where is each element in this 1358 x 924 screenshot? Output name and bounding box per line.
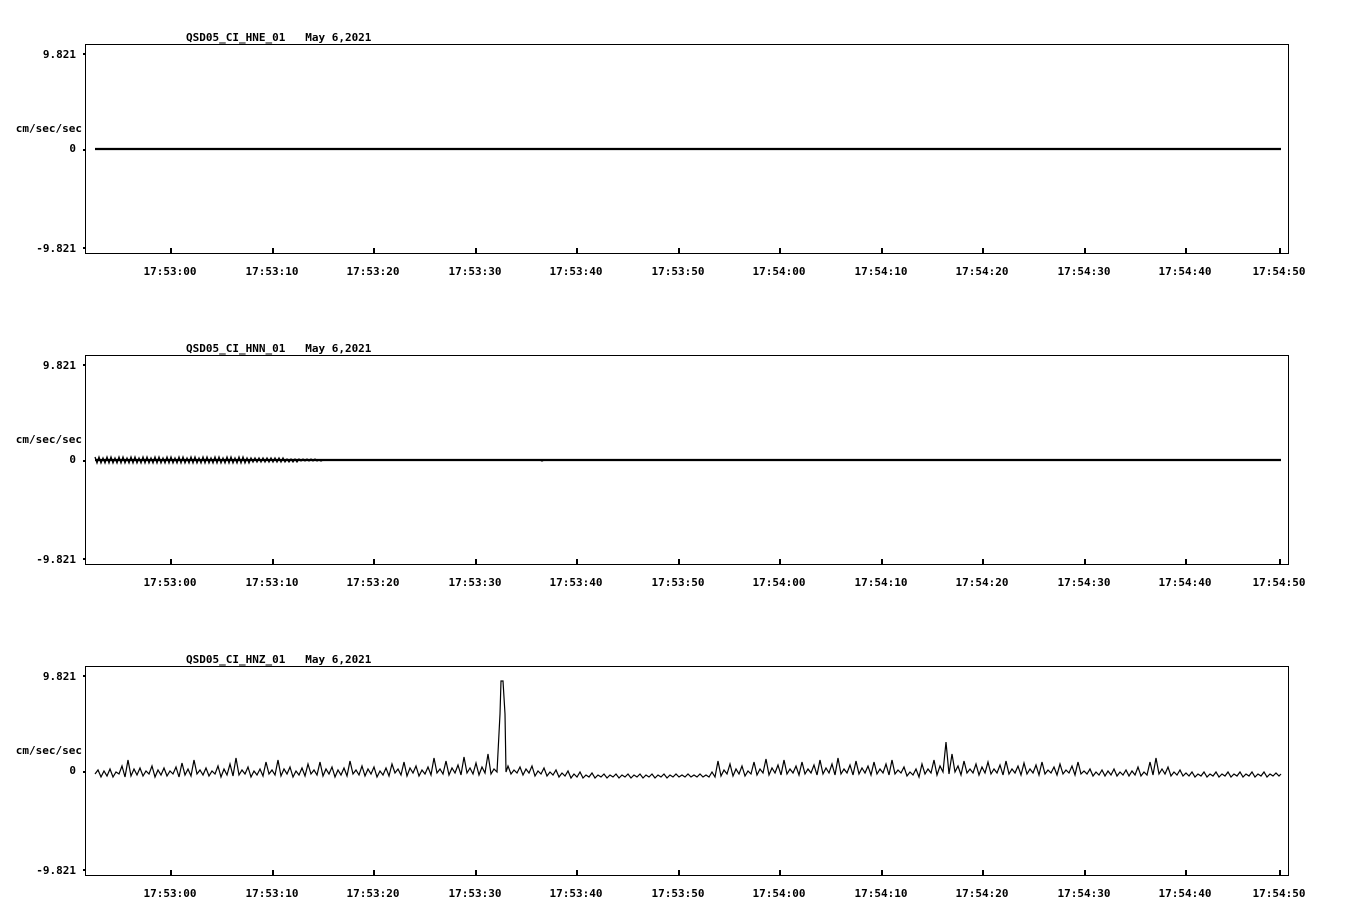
y-tick-min-hne: -9.821 <box>36 242 76 255</box>
x-tick-label: 17:54:50 <box>1252 265 1306 278</box>
x-tick-label: 17:53:30 <box>448 265 502 278</box>
panel-hne <box>0 0 1358 300</box>
x-tick-label: 17:54:10 <box>854 265 908 278</box>
x-tick-label: 17:53:50 <box>651 887 705 900</box>
plot-title-hnz: QSD05_CI_HNZ_01 May 6,2021 <box>186 653 372 666</box>
x-tick-label: 17:53:10 <box>245 887 299 900</box>
y-tick-mid-hnn: 0 <box>69 453 76 466</box>
x-tick-label: 17:54:10 <box>854 576 908 589</box>
panel-hnn <box>0 305 1358 605</box>
x-tick-label: 17:53:40 <box>549 576 603 589</box>
x-tick-label: 17:53:20 <box>346 887 400 900</box>
y-tick-min-hnn: -9.821 <box>36 553 76 566</box>
x-tick-label: 17:53:00 <box>143 887 197 900</box>
waveform-hne <box>0 0 1358 300</box>
x-tick-label: 17:53:50 <box>651 576 705 589</box>
x-tick-label: 17:54:20 <box>955 576 1009 589</box>
x-tick-label: 17:53:50 <box>651 265 705 278</box>
x-tick-label: 17:54:40 <box>1158 265 1212 278</box>
x-tick-label: 17:54:50 <box>1252 887 1306 900</box>
x-tick-label: 17:54:30 <box>1057 576 1111 589</box>
x-tick-label: 17:53:20 <box>346 576 400 589</box>
y-tick-mid-hnz: 0 <box>69 764 76 777</box>
x-tick-label: 17:54:30 <box>1057 265 1111 278</box>
x-tick-label: 17:54:30 <box>1057 887 1111 900</box>
y-tick-max-hnz: 9.821 <box>42 670 76 683</box>
x-tick-label: 17:54:40 <box>1158 887 1212 900</box>
x-tick-label: 17:54:20 <box>955 265 1009 278</box>
x-tick-label: 17:54:00 <box>752 265 806 278</box>
plot-title-hne: QSD05_CI_HNE_01 May 6,2021 <box>186 31 372 44</box>
x-tick-label: 17:54:20 <box>955 887 1009 900</box>
y-tick-max-hnn: 9.821 <box>42 359 76 372</box>
x-tick-label: 17:53:20 <box>346 265 400 278</box>
x-tick-label: 17:54:10 <box>854 887 908 900</box>
x-tick-label: 17:53:30 <box>448 887 502 900</box>
y-axis-label-hnn: cm/sec/sec <box>15 433 82 446</box>
plot-title-hnn: QSD05_CI_HNN_01 May 6,2021 <box>186 342 372 355</box>
y-tick-max-hne: 9.821 <box>42 48 76 61</box>
y-axis-label-hne: cm/sec/sec <box>15 122 82 135</box>
x-tick-label: 17:54:40 <box>1158 576 1212 589</box>
x-tick-label: 17:53:40 <box>549 887 603 900</box>
y-axis-label-hnz: cm/sec/sec <box>15 744 82 757</box>
x-tick-label: 17:53:30 <box>448 576 502 589</box>
x-tick-label: 17:53:10 <box>245 576 299 589</box>
x-tick-label: 17:53:40 <box>549 265 603 278</box>
y-tick-mid-hne: 0 <box>69 142 76 155</box>
x-tick-label: 17:53:10 <box>245 265 299 278</box>
y-tick-min-hnz: -9.821 <box>36 864 76 877</box>
x-tick-label: 17:53:00 <box>143 576 197 589</box>
waveform-hnz <box>0 614 1358 924</box>
panel-hnz <box>0 614 1358 924</box>
x-tick-label: 17:54:00 <box>752 887 806 900</box>
x-tick-label: 17:53:00 <box>143 265 197 278</box>
x-tick-label: 17:54:00 <box>752 576 806 589</box>
x-tick-label: 17:54:50 <box>1252 576 1306 589</box>
